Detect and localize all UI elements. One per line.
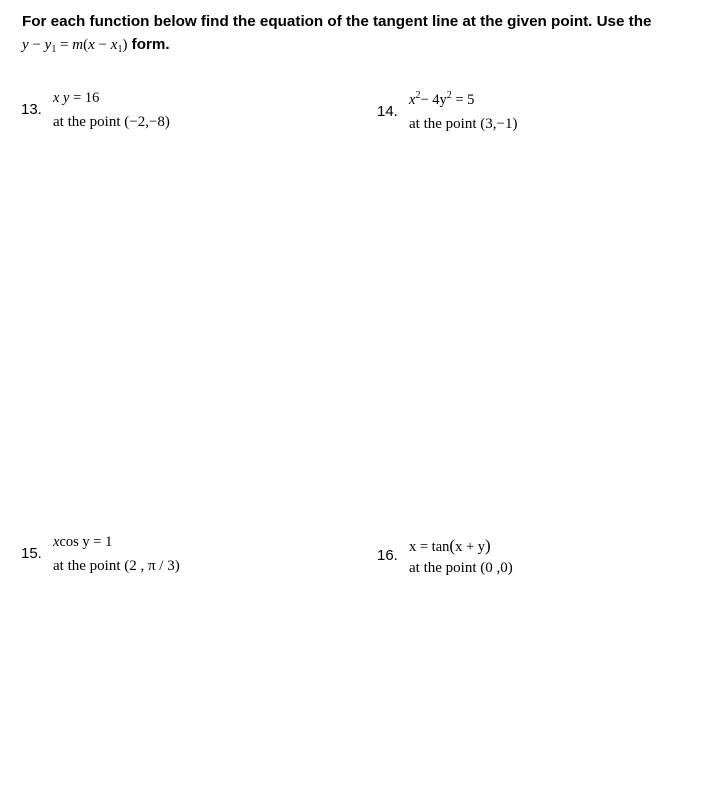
formula-minus: − (28, 37, 45, 53)
instructions (22, 10, 712, 57)
problem-number: 13. (21, 101, 42, 118)
problem-point: at the point (−2,−8) (53, 114, 170, 130)
formula-close-paren: ) (122, 37, 128, 53)
problem-16 (377, 536, 677, 586)
formula-minus-2: − (94, 37, 111, 53)
equation-inner: x + y (455, 539, 486, 555)
problem-14 (377, 92, 677, 142)
formula-m: m (72, 37, 84, 53)
formula-sub2: 1 (117, 44, 123, 55)
formula-x1: x (110, 37, 118, 53)
problem-number: 14. (377, 103, 398, 120)
formula-y: y (22, 37, 29, 53)
equation-lhs: x y (53, 90, 70, 106)
formula-open-paren: ( (83, 37, 89, 53)
equation-rhs: = 16 (69, 90, 100, 106)
problem-point: at the point (0 ,0) (409, 560, 513, 576)
problem-number: 16. (377, 547, 398, 564)
point-slope-formula (22, 37, 127, 53)
problem-equation (53, 90, 99, 107)
problem-point: at the point (3,−1) (409, 116, 518, 132)
equation-open-paren: ( (449, 536, 456, 555)
equation-lhs: x = tan (409, 539, 450, 555)
equation-close-paren: ) (485, 536, 491, 555)
problem-point: at the point (2 , π / 3) (53, 558, 180, 574)
problem-15 (21, 534, 321, 584)
problem-equation (409, 536, 491, 556)
formula-y1: y (44, 37, 52, 53)
problem-equation (53, 534, 112, 551)
problem-equation (409, 92, 474, 109)
equation-rhs: = 5 (451, 92, 475, 108)
problem-number: 15. (21, 545, 42, 562)
formula-sub1: 1 (51, 44, 57, 55)
instructions-line1: For each function below find the equation of the tangent line at the given point. Use the (22, 13, 652, 30)
formula-equals: = (56, 37, 73, 53)
formula-x: x (88, 37, 95, 53)
equation-exponent-2: 2 (446, 90, 452, 101)
problem-13 (21, 90, 321, 140)
equation-rest: cos y = 1 (59, 534, 113, 550)
form-word: form. (127, 36, 170, 53)
equation-x: x (409, 92, 416, 108)
equation-exponent-1: 2 (415, 90, 421, 101)
equation-middle: − 4y (420, 92, 447, 108)
equation-x: x (53, 534, 60, 550)
